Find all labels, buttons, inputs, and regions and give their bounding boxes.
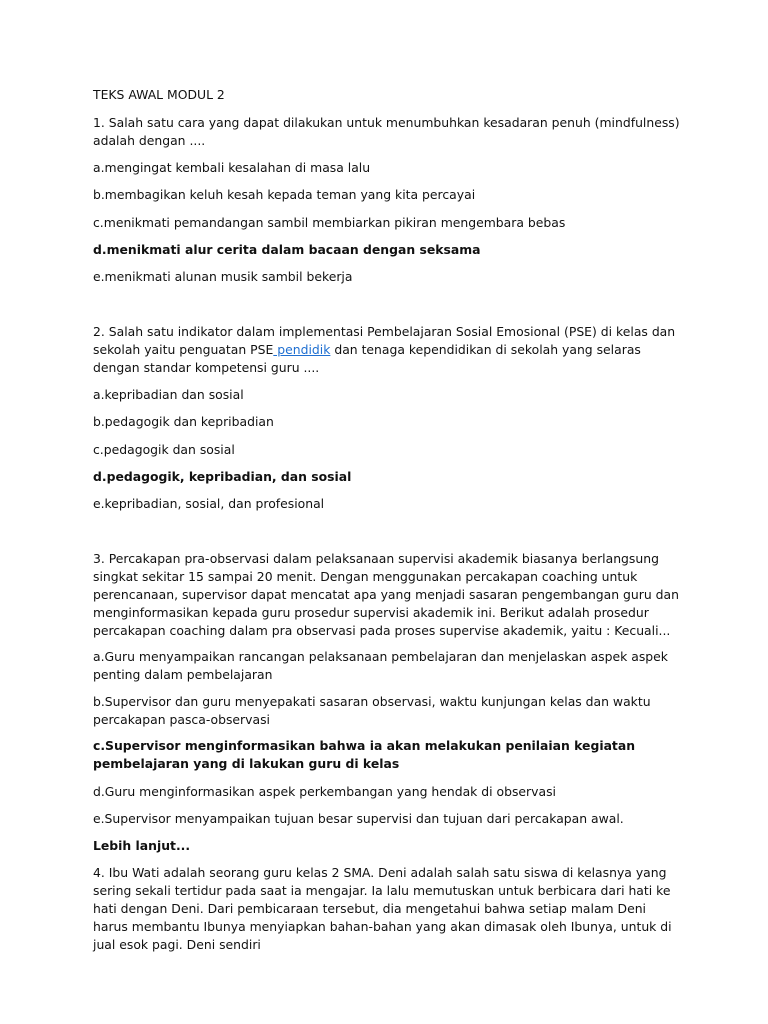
question-4-text: 4. Ibu Wati adalah seorang guru kelas 2 SMA. Deni adalah salah satu siswa di kelasnya yang sering sekali tertidur pada saat ia mengajar. Ia lalu memutuskan untuk berbicara dari hati ke hati dengan Deni. Dari pembicaraan tersebut, dia mengetahui bahwa setiap malam Deni harus membantu Ibunya menyiapkan bahan-bahan yang akan dimasak oleh Ibunya, untuk di jual esok pagi. Deni sendiri	[93, 865, 672, 952]
more-label: Lebih lanjut...	[93, 838, 191, 853]
question-3-option-a: a.Guru menyampaikan rancangan pelaksanaan pembelajaran dan menjelaskan aspek aspek penting dalam pembelajaran	[93, 649, 668, 682]
question-1-option-e: e.menikmati alunan musik sambil bekerja	[93, 269, 353, 284]
question-2-text	[93, 323, 683, 377]
question-1-option-a: a.mengingat kembali kesalahan di masa lalu	[93, 160, 371, 175]
question-2-text-before: 2. Salah satu indikator dalam implementasi Pembelajaran Sosial Emosional (PSE) di kelas dan sekolah yaitu penguatan PSE	[93, 324, 676, 357]
question-2-text-after: dan tenaga kependidikan di sekolah yang selaras dengan standar kompetensi guru ....	[93, 342, 641, 375]
document-title: TEKS AWAL MODUL 2	[93, 87, 225, 102]
question-1-option-c: c.menikmati pemandangan sambil membiarkan pikiran mengembara bebas	[93, 215, 566, 230]
question-2-option-a: a.kepribadian dan sosial	[93, 387, 244, 402]
question-2-option-b: b.pedagogik dan kepribadian	[93, 414, 274, 429]
question-3-option-e: e.Supervisor menyampaikan tujuan besar supervisi dan tujuan dari percakapan awal.	[93, 811, 624, 826]
question-3-text: 3. Percakapan pra-observasi dalam pelaksanaan supervisi akademik biasanya berlangsung singkat sekitar 15 sampai 20 menit. Dengan menggunakan percakapan coaching untuk perencanaan, supervisor dapat mencatat apa yang menjadi sasaran pengembangan guru dan menginformasikan kepada guru prosedur supervisi akademik ini. Berikut adalah prosedur percakapan coaching dalam pra observasi pada proses supervise akademik, yaitu : Kecuali...	[93, 551, 679, 638]
pendidik-link[interactable]: pendidik	[273, 342, 331, 357]
question-1-option-d-answer: d.menikmati alur cerita dalam bacaan dengan seksama	[93, 242, 481, 257]
question-3-option-b: b.Supervisor dan guru menyepakati sasaran observasi, waktu kunjungan kelas dan waktu percakapan pasca-observasi	[93, 694, 651, 727]
question-3-option-c-answer: c.Supervisor menginformasikan bahwa ia akan melakukan penilaian kegiatan pembelajaran yang di lakukan guru di kelas	[93, 738, 636, 771]
question-2-option-e: e.kepribadian, sosial, dan profesional	[93, 496, 325, 511]
question-2-option-d-answer: d.pedagogik, kepribadian, dan sosial	[93, 469, 352, 484]
question-1-option-b: b.membagikan keluh kesah kepada teman yang kita percayai	[93, 187, 476, 202]
question-1-text: 1. Salah satu cara yang dapat dilakukan untuk menumbuhkan kesadaran penuh (mindfulness) adalah dengan ....	[93, 115, 680, 148]
question-2-option-c: c.pedagogik dan sosial	[93, 442, 235, 457]
question-3-option-d: d.Guru menginformasikan aspek perkembangan yang hendak di observasi	[93, 784, 556, 799]
